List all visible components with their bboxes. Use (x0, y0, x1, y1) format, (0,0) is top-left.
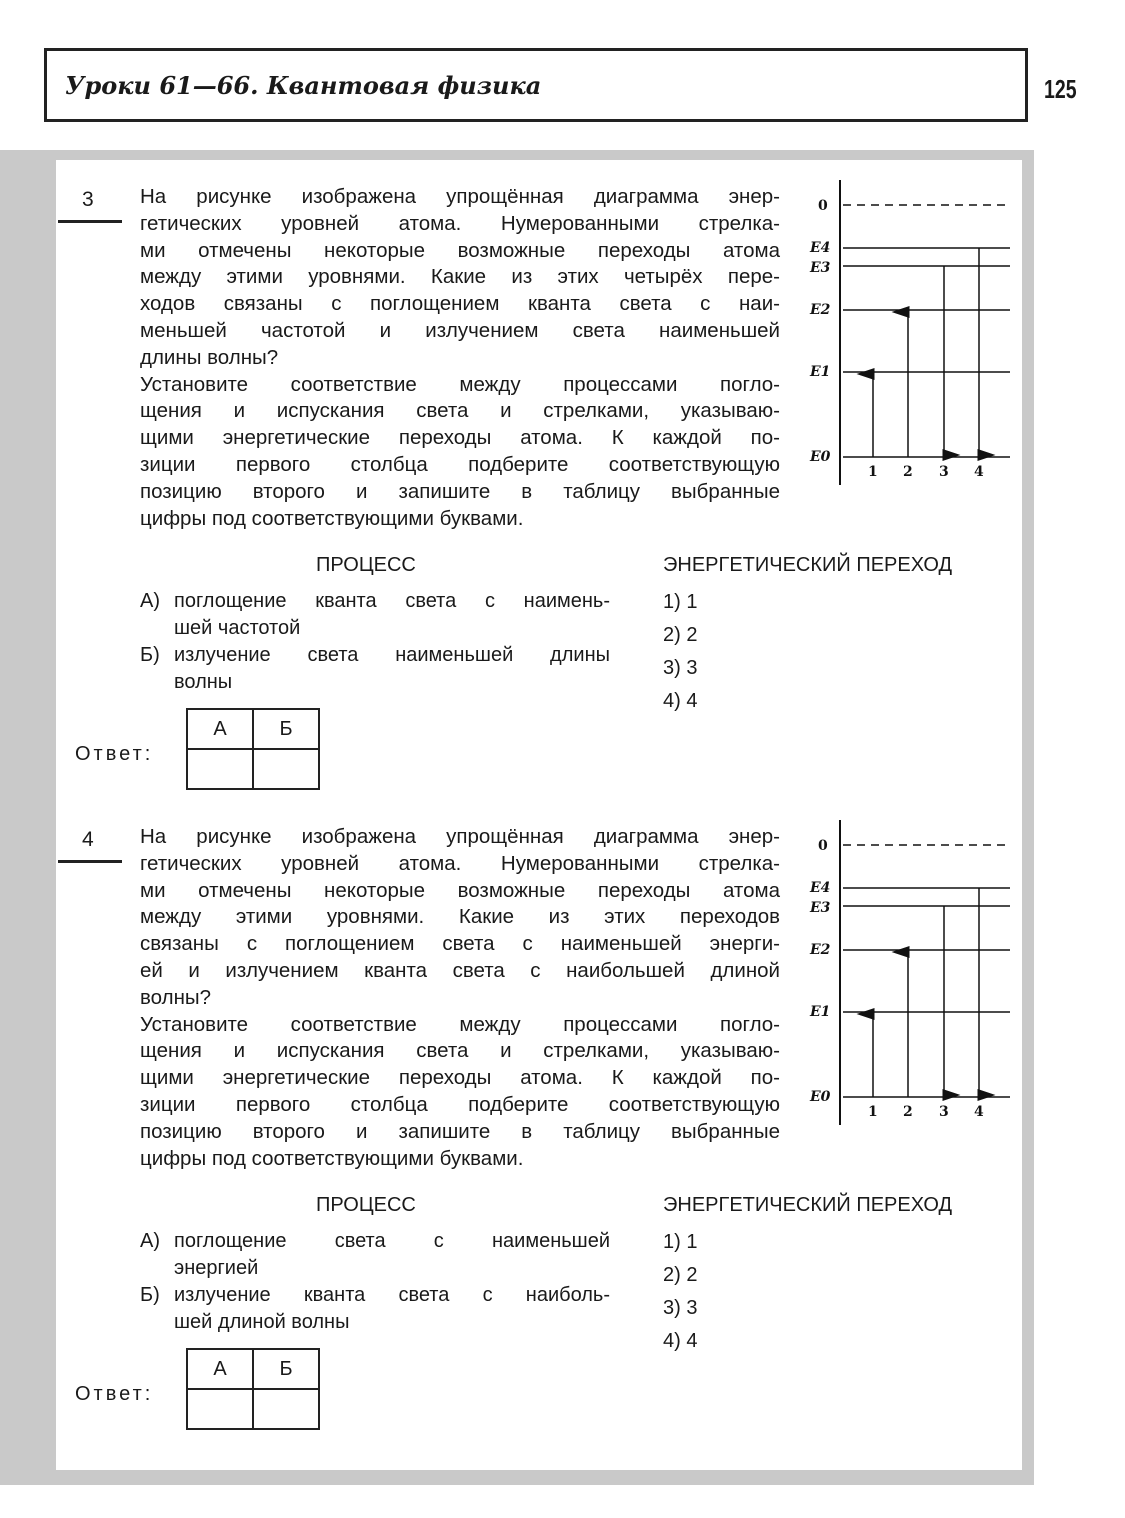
process-text-line: излучение кванта света с наиболь- (174, 1284, 610, 1306)
label-e4: E4 (810, 240, 831, 256)
transition-list (663, 586, 697, 718)
arrow-label-4: 4 (974, 1104, 984, 1120)
text-line: ходов связаны с поглощением кванта света с наи- (140, 292, 780, 316)
text-line: между этими уровнями. Какие из этих переходов (140, 905, 780, 929)
header-box (44, 48, 1028, 122)
text-line: волны? (140, 985, 212, 1009)
task-question (140, 824, 780, 1012)
process-list (140, 588, 610, 696)
process-letter: А) (140, 1230, 160, 1252)
transition-list (663, 1226, 697, 1358)
text-line: щими энергетические переходы атома. К каждой по- (140, 426, 780, 450)
label-e2: E2 (810, 302, 831, 318)
answer-col-a-header: А (187, 709, 253, 749)
energy-level-diagram (800, 820, 1030, 1130)
process-letter: Б) (140, 644, 160, 666)
text-line: цифры под соответствующими буквами. (140, 506, 524, 530)
process-item (140, 1228, 610, 1282)
answer-b-cell[interactable] (253, 1389, 319, 1429)
task-number-underline (58, 860, 122, 863)
label-zero: 0 (818, 198, 828, 214)
text-line: длины волны? (140, 345, 279, 369)
arrow-label-1: 1 (868, 1104, 878, 1120)
transition-column-header: ЭНЕРГЕТИЧЕСКИЙ ПЕРЕХОД (663, 554, 953, 576)
label-zero: 0 (818, 838, 828, 854)
text-line: щими энергетические переходы атома. К каждой по- (140, 1066, 780, 1090)
task-text (140, 184, 780, 532)
text-line: позицию второго и запишите в таблицу выбранные (140, 1119, 780, 1143)
task-instructions (140, 372, 780, 533)
answer-a-cell[interactable] (187, 749, 253, 789)
answer-col-b-header: Б (253, 709, 319, 749)
text-line: ми отмечены некоторые возможные переходы атома (140, 238, 780, 262)
label-e2: E2 (810, 942, 831, 958)
answer-col-b-header: Б (253, 1349, 319, 1389)
page-number: 125 (1044, 74, 1077, 104)
answer-table (186, 708, 320, 790)
process-item (140, 642, 610, 696)
process-text-line: излучение света наименьшей длины (174, 644, 610, 666)
task-number: 3 (82, 188, 94, 211)
answer-a-cell[interactable] (187, 1389, 253, 1429)
text-line: ей и излучением кванта света с наибольшей длиной (140, 958, 780, 982)
task-instructions (140, 1012, 780, 1173)
process-text-line: шей длиной волны (174, 1311, 350, 1333)
transition-column-header: ЭНЕРГЕТИЧЕСКИЙ ПЕРЕХОД (663, 1194, 953, 1216)
transition-option: 1) 1 (663, 591, 698, 613)
answer-col-a-header: А (187, 1349, 253, 1389)
text-line: На рисунке изображена упрощённая диаграмма энер- (140, 825, 780, 848)
text-line: связаны с поглощением света с наименьшей энерги- (140, 932, 780, 956)
text-line: ми отмечены некоторые возможные переходы атома (140, 878, 780, 902)
text-line: цифры под соответствующими буквами. (140, 1146, 524, 1170)
process-text-line: поглощение света с наименьшей (174, 1230, 610, 1252)
transition-option: 2) 2 (663, 624, 698, 646)
process-text-line: шей частотой (174, 617, 301, 639)
answer-table (186, 1348, 320, 1430)
label-e0: E0 (810, 449, 831, 465)
process-list (140, 1228, 610, 1336)
task-question (140, 184, 780, 372)
label-e4: E4 (810, 880, 831, 896)
arrow-label-4: 4 (974, 464, 984, 480)
text-line: зиции первого столбца подберите соответствующую (140, 1092, 780, 1116)
text-line: между этими уровнями. Какие из этих четырёх пере- (140, 265, 780, 289)
transition-option: 4) 4 (663, 1330, 698, 1352)
task-text (140, 824, 780, 1172)
process-text-line: поглощение кванта света с наимень- (174, 590, 610, 612)
text-line: гетических уровней атома. Нумерованными стрелка- (140, 851, 780, 875)
process-column-header: ПРОЦЕСС (316, 1194, 416, 1216)
transition-option: 3) 3 (663, 657, 698, 679)
process-text-line: волны (174, 671, 233, 693)
task-number: 4 (82, 828, 94, 851)
arrow-label-2: 2 (903, 464, 913, 480)
process-column-header: ПРОЦЕСС (316, 554, 416, 576)
arrow-label-3: 3 (939, 1104, 949, 1120)
label-e0: E0 (810, 1089, 831, 1105)
arrow-label-2: 2 (903, 1104, 913, 1120)
text-line: зиции первого столбца подберите соответствующую (140, 452, 780, 476)
process-item (140, 588, 610, 642)
text-line: Установите соответствие между процессами погло- (140, 372, 780, 396)
transition-option: 1) 1 (663, 1231, 698, 1253)
arrow-label-1: 1 (868, 464, 878, 480)
process-item (140, 1282, 610, 1336)
arrow-label-3: 3 (939, 464, 949, 480)
label-e1: E1 (810, 364, 831, 380)
text-line: Установите соответствие между процессами погло- (140, 1012, 780, 1036)
text-line: гетических уровней атома. Нумерованными стрелка- (140, 211, 780, 235)
process-text-line: энергией (174, 1257, 259, 1279)
energy-level-diagram (800, 180, 1030, 490)
text-line: щения и испускания света и стрелками, указываю- (140, 1039, 780, 1063)
text-line: позицию второго и запишите в таблицу выбранные (140, 479, 780, 503)
task-number-underline (58, 220, 122, 223)
chapter-title: Уроки 61—66. Квантовая физика (65, 71, 542, 100)
answer-label: Ответ: (75, 1383, 154, 1405)
transition-option: 4) 4 (663, 690, 698, 712)
answer-b-cell[interactable] (253, 749, 319, 789)
answer-label: Ответ: (75, 743, 154, 765)
text-line: щения и испускания света и стрелками, указываю- (140, 399, 780, 423)
text-line: меньшей частотой и излучением света наименьшей (140, 318, 780, 342)
process-letter: Б) (140, 1284, 160, 1306)
label-e1: E1 (810, 1004, 831, 1020)
text-line: На рисунке изображена упрощённая диаграмма энер- (140, 185, 780, 208)
label-e3: E3 (810, 260, 831, 276)
label-e3: E3 (810, 900, 831, 916)
process-letter: А) (140, 590, 160, 612)
transition-option: 3) 3 (663, 1297, 698, 1319)
transition-option: 2) 2 (663, 1264, 698, 1286)
